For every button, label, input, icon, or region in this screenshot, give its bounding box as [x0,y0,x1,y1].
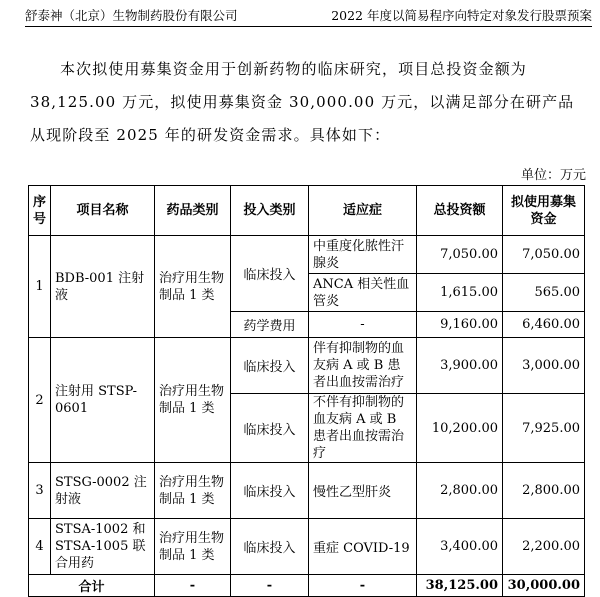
drug-category: 治疗用生物制品 1 类 [155,463,231,519]
table-row [29,463,585,519]
indication: 慢性乙型肝炎 [309,463,417,519]
total-row [29,575,585,597]
project-name: STSG-0002 注射液 [51,463,155,519]
total-type: - [231,575,309,597]
raised-funds: 3,000.00 [503,338,585,394]
drug-category: 治疗用生物制品 1 类 [155,338,231,463]
input-type: 临床投入 [231,338,309,394]
page-header [25,0,592,27]
col-header-indication: 适应症 [309,186,417,236]
raised-funds: 7,050.00 [503,236,585,274]
raised-funds: 7,925.00 [503,394,585,463]
project-name: STSA-1002 和 STSA-1005 联合用药 [51,519,155,575]
total-investment: 7,050.00 [417,236,503,274]
header-doc-title: 2022 年度以简易程序向特定对象发行股票预案 [331,8,592,23]
indication: 伴有抑制物的血友病 A 或 B 患者出血按需治疗 [309,338,417,394]
total-investment: 2,800.00 [417,463,503,519]
col-header-no: 序号 [29,186,51,236]
drug-category: 治疗用生物制品 1 类 [155,236,231,338]
project-name: 注射用 STSP-0601 [51,338,155,463]
investment-table [28,185,585,597]
indication: 重症 COVID-19 [309,519,417,575]
col-header-category: 药品类别 [155,186,231,236]
raised-funds-sum: 30,000.00 [503,575,585,597]
indication: 不伴有抑制物的血友病 A 或 B 患者出血按需治疗 [309,394,417,463]
total-category: - [155,575,231,597]
raised-funds: 2,800.00 [503,463,585,519]
total-investment: 3,400.00 [417,519,503,575]
total-investment: 9,160.00 [417,312,503,338]
table-row [29,236,585,274]
row-no: 4 [29,519,51,575]
total-label: 合计 [29,575,155,597]
table-row [29,519,585,575]
total-investment: 10,200.00 [417,394,503,463]
col-header-raise: 拟使用募集资金 [503,186,585,236]
header-company: 舒泰神（北京）生物制药股份有限公司 [25,8,238,23]
col-header-total: 总投资额 [417,186,503,236]
total-investment-sum: 38,125.00 [417,575,503,597]
total-investment: 1,615.00 [417,274,503,312]
intro-paragraph: 本次拟使用募集资金用于创新药物的临床研究，项目总投资金额为 38,125.00 万元，拟使用募集资金 30,000.00 万元，以满足部分在研产品从现阶段至 2025 年的研发资金需求。具体如下： [30,60,575,144]
input-type: 临床投入 [231,236,309,312]
raised-funds: 2,200.00 [503,519,585,575]
total-indication: - [309,575,417,597]
input-type: 临床投入 [231,394,309,463]
table-header-row [29,186,585,236]
table-row [29,338,585,394]
row-no: 2 [29,338,51,463]
input-type: 临床投入 [231,519,309,575]
project-name: BDB-001 注射液 [51,236,155,338]
drug-category: 治疗用生物制品 1 类 [155,519,231,575]
col-header-name: 项目名称 [51,186,155,236]
indication: - [309,312,417,338]
unit-label: 单位：万元 [520,168,586,183]
input-type: 药学费用 [231,312,309,338]
raised-funds: 565.00 [503,274,585,312]
col-header-type: 投入类别 [231,186,309,236]
row-no: 3 [29,463,51,519]
indication: 中重度化脓性汗腺炎 [309,236,417,274]
row-no: 1 [29,236,51,338]
indication: ANCA 相关性血管炎 [309,274,417,312]
total-investment: 3,900.00 [417,338,503,394]
raised-funds: 6,460.00 [503,312,585,338]
input-type: 临床投入 [231,463,309,519]
